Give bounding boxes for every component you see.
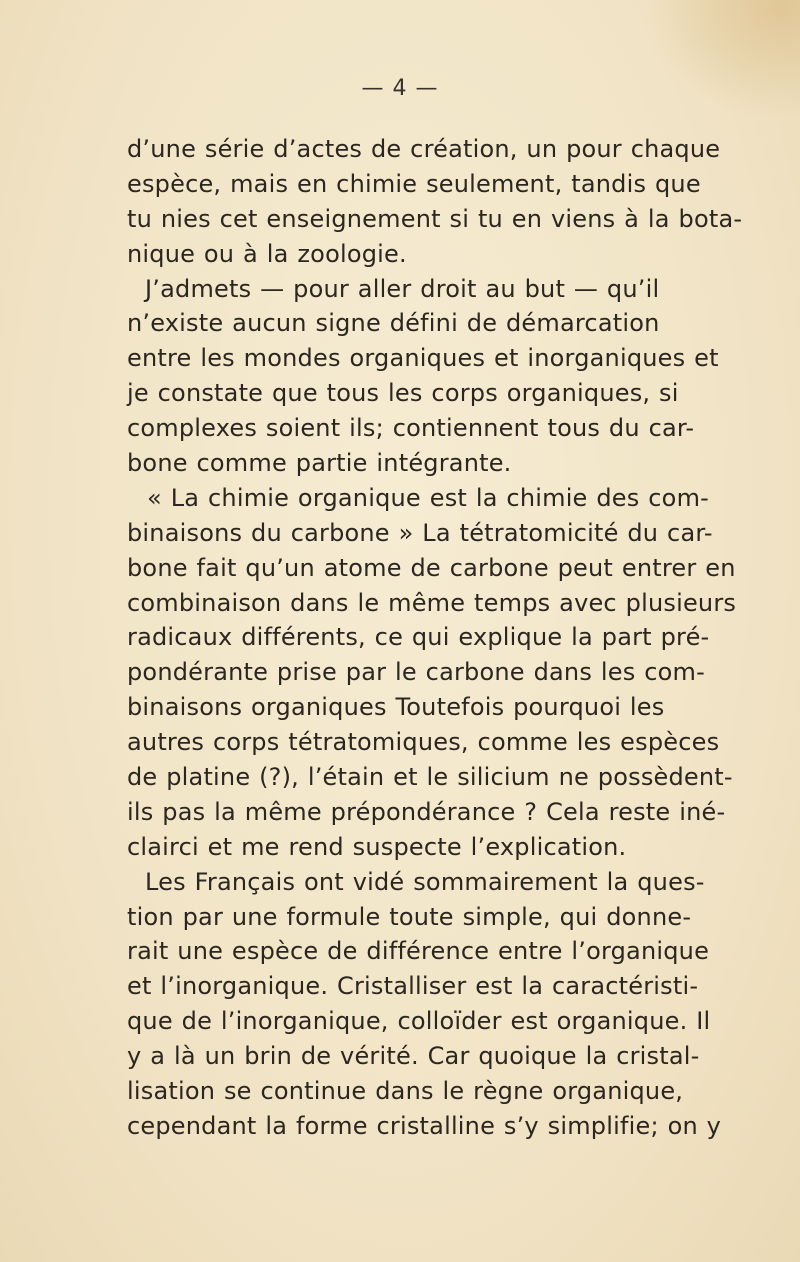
text-line: lisation se continue dans le règne organique, xyxy=(127,1077,684,1106)
text-line: espèce, mais en chimie seulement, tandis que xyxy=(127,169,701,198)
text-line: nique ou à la zoologie. xyxy=(127,239,407,268)
page-number: — 4 — xyxy=(361,76,439,101)
text-line: Les Français ont vidé sommairement la ques- xyxy=(145,867,705,896)
text-line: tion par une formule toute simple, qui donne- xyxy=(127,902,692,931)
text-line: combinaison dans le même temps avec plusieurs xyxy=(127,588,737,617)
text-line: clairci et me rend suspecte l’explication. xyxy=(127,832,627,861)
text-line: autres corps tétratomiques, comme les espèces xyxy=(127,728,720,757)
text-line: radicaux différents, ce qui explique la part pré- xyxy=(127,623,710,652)
text-line: complexes soient ils; contiennent tous du car- xyxy=(127,414,695,443)
text-line: rait une espèce de différence entre l’organique xyxy=(127,937,710,966)
text-line: bone comme partie intégrante. xyxy=(127,449,512,478)
text-line: tu nies cet enseignement si tu en viens à la bota- xyxy=(127,204,743,233)
text-line: n’existe aucun signe défini de démarcation xyxy=(127,309,660,338)
text-line: binaisons organiques Toutefois pourquoi les xyxy=(127,693,665,722)
text-line: bone fait qu’un atome de carbone peut entrer en xyxy=(127,553,736,582)
body-text xyxy=(127,132,797,1144)
text-line: d’une série d’actes de création, un pour chaque xyxy=(127,135,721,163)
text-line: « La chimie organique est la chimie des com- xyxy=(147,483,710,512)
text-line: je constate que tous les corps organiques, si xyxy=(127,379,679,408)
text-line: J’admets — pour aller droit au but — qu’il xyxy=(145,274,660,303)
text-line: de platine (?), l’étain et le silicium ne possèdent- xyxy=(127,763,733,792)
text-line: binaisons du carbone » La tétratomicité du car- xyxy=(127,518,713,547)
text-line: y a là un brin de vérité. Car quoique la cristal- xyxy=(127,1042,700,1071)
paper-stain xyxy=(640,0,800,120)
text-line: que de l’inorganique, colloïder est organique. Il xyxy=(127,1007,711,1036)
text-line: ils pas la même prépondérance ? Cela reste iné- xyxy=(127,797,726,826)
text-line: cependant la forme cristalline s’y simplifie; on y xyxy=(127,1111,722,1140)
text-line: et l’inorganique. Cristalliser est la caractéristi- xyxy=(127,972,699,1001)
text-line: entre les mondes organiques et inorganiques et xyxy=(127,344,719,373)
text-line: pondérante prise par le carbone dans les com- xyxy=(127,658,705,687)
